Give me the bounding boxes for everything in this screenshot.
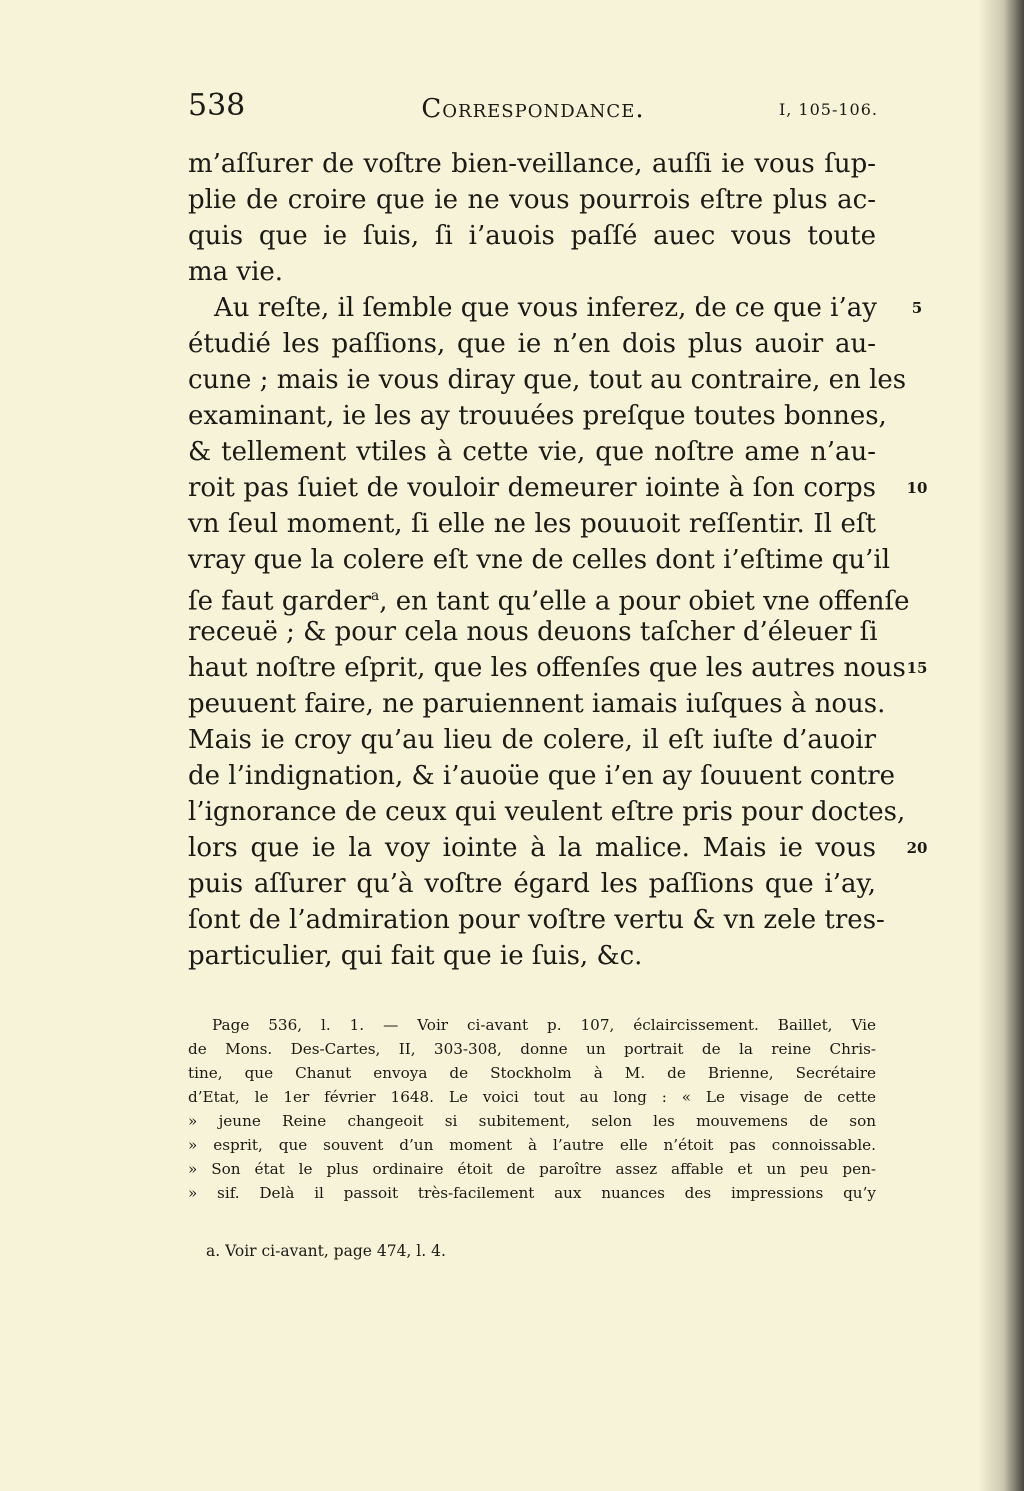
text-line: m’aſſurer de voſtre bien-veillance, auſſi ie vous ſup- [188, 149, 876, 179]
text-line: receuë ; & pour cela nous deuons taſcher d’éleuer ſi [188, 617, 878, 647]
note-line: » esprit, que souvent d’un moment à l’autre elle n’étoit pas connoissable. [188, 1136, 876, 1154]
note-line: Page 536, l. 1. — Voir ci-avant p. 107, éclaircissement. Baillet, Vie [212, 1016, 876, 1034]
text-line: haut noſtre eſprit, que les offenſes que les autres nous [188, 653, 906, 683]
note-line: » jeune Reine changeoit si subitement, selon les mouvemens de son [188, 1112, 876, 1130]
page-edge-shadow [978, 0, 1024, 1491]
text-line: Mais ie croy qu’au lieu de colere, il eſt iuſte d’auoir [188, 725, 876, 755]
text-line [188, 578, 910, 617]
text-line: examinant, ie les ay trouuées preſque toutes bonnes, [188, 401, 887, 431]
text-line: plie de croire que ie ne vous pourrois eſtre plus ac- [188, 185, 876, 215]
line-number: 20 [906, 839, 928, 857]
text-line: cune ; mais ie vous diray que, tout au contraire, en les [188, 365, 907, 395]
text-line: quis que ie ſuis, ſi i’auois paſſé auec vous toute [188, 221, 876, 251]
note-line: d’Etat, le 1er février 1648. Le voici tout au long : « Le visage de cette [188, 1088, 876, 1106]
text-line: puis aſſurer qu’à voſtre égard les paſſions que i’ay, [188, 869, 876, 899]
note-line: » Son état le plus ordinaire étoit de paroître assez affable et un peu pen- [188, 1160, 876, 1178]
text-line: ſont de l’admiration pour voſtre vertu & vn zele tres- [188, 905, 885, 935]
note-line: » sif. Delà il passoit très-facilement aux nuances des impressions qu’y [188, 1184, 876, 1202]
page-title: Correspondance. [421, 94, 645, 124]
text-line: particulier, qui fait que ie ſuis, &c. [188, 941, 643, 971]
page-reference: I, 105-106. [778, 100, 878, 119]
text-line: Au reſte, il ſemble que vous inferez, de ce que i’ay [214, 293, 877, 323]
running-head [188, 88, 878, 128]
text-line: peuuent faire, ne paruiennent iamais iuſques à nous. [188, 689, 886, 719]
text-line: de l’indignation, & i’auoüe que i’en ay ſouuent contre [188, 761, 896, 791]
line-number: 5 [911, 299, 923, 317]
note-line: tine, que Chanut envoya de Stockholm à M. de Brienne, Secrétaire [188, 1064, 876, 1082]
line-number: 15 [906, 659, 928, 677]
text-line: étudié les paſſions, que ie n’en dois plus auoir au- [188, 329, 876, 359]
page-number: 538 [188, 88, 246, 123]
text-line: vn ſeul moment, ſi elle ne les pouuoit reſſentir. Il eſt [188, 509, 876, 539]
text-line: lors que ie la voy iointe à la malice. Mais ie vous [188, 833, 876, 863]
text-line: l’ignorance de ceux qui veulent eſtre pris pour doctes, [188, 797, 906, 827]
text-line: vray que la colere eſt vne de celles dont i’eſtime qu’il [188, 545, 891, 575]
note-line: de Mons. Des-Cartes, II, 303-308, donne un portrait de la reine Chris- [188, 1040, 876, 1058]
line-number: 10 [906, 479, 928, 497]
footnote-marker: a [370, 588, 380, 604]
text-line: roit pas ſuiet de vouloir demeurer iointe à ſon corps [188, 473, 876, 503]
footnote: a. Voir ci-avant, page 474, l. 4. [206, 1242, 446, 1260]
text-fragment: ſe faut garder$^a$, en tant qu’elle a pour obiet vne offenſe [188, 586, 910, 617]
text-line: & tellement vtiles à cette vie, que noſtre ame n’au- [188, 437, 876, 467]
text-line: ma vie. [188, 257, 284, 287]
